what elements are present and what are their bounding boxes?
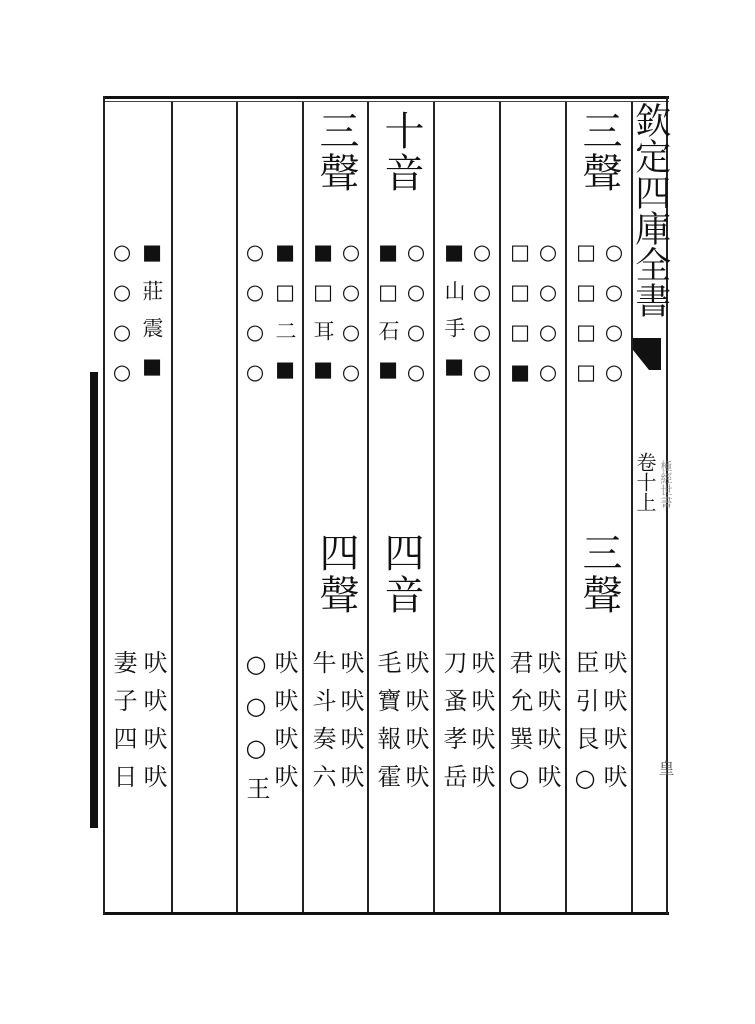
symbol-row-left: □□□■	[508, 240, 532, 400]
rhyme-row: 吠吠吠吠	[599, 650, 627, 802]
chars-row: 臣引艮○	[571, 650, 599, 806]
rhyme-row: 吠吠吠吠	[533, 650, 561, 802]
book-title: 欽定四庫全書	[629, 102, 671, 318]
text-column	[369, 102, 433, 912]
text-column-empty	[173, 102, 236, 912]
symbol-row-right: ○○○○	[536, 240, 560, 400]
symbol-row-right: ○○○○	[404, 240, 428, 400]
symbol-row-left: ■山手■	[442, 240, 466, 394]
text-column	[304, 102, 367, 912]
chars-row: 牛斗奏六	[308, 650, 336, 802]
text-column	[105, 102, 171, 912]
rhyme-row: 吠吠吠吠	[270, 650, 298, 802]
column-heading-mid: 四音	[378, 532, 424, 616]
column-heading-mid: 三聲	[576, 532, 622, 616]
column-heading-top: 三聲	[576, 110, 622, 194]
symbol-row-left: ○○○○	[243, 240, 267, 400]
text-column	[238, 102, 302, 912]
column-heading-top: 十音	[378, 110, 424, 194]
chars-row: 君允巽○	[505, 650, 533, 806]
rhyme-row: 吠吠吠吠	[467, 650, 495, 802]
symbol-row-right: ■莊震■	[140, 240, 164, 394]
text-column	[501, 102, 565, 912]
section-mark	[631, 336, 663, 372]
symbol-row-right: ○○○○	[470, 240, 494, 400]
chars-row: 妻子四日	[109, 650, 137, 802]
text-column	[567, 102, 631, 912]
chars-row: 毛寶報霍	[373, 650, 401, 802]
chars-row: ○○○王	[242, 650, 270, 814]
page-mark: 皇	[656, 760, 675, 776]
chars-row: 刀蚤孝岳	[439, 650, 467, 802]
frame-bottom-border	[103, 912, 669, 915]
symbol-row-left: ■□耳■	[311, 240, 335, 397]
rhyme-row: 吠吠吠吠	[336, 650, 364, 802]
symbol-row-right: ■□二■	[273, 240, 297, 397]
symbol-row-left: □□□□	[574, 240, 598, 400]
symbol-row-right: ○○○○	[602, 240, 626, 400]
column-heading-mid: 四聲	[313, 532, 359, 616]
frame-top-border	[103, 96, 669, 99]
rhyme-row: 吠吠吠吠	[139, 650, 167, 802]
symbol-row-right: ○○○○	[339, 240, 363, 400]
column-heading-top: 三聲	[313, 110, 359, 194]
symbol-row-left: ■□石■	[376, 240, 400, 397]
binding-bar	[90, 372, 98, 828]
text-column	[435, 102, 499, 912]
symbol-row-left: ○○○○	[110, 240, 134, 400]
rhyme-row: 吠吠吠吠	[401, 650, 429, 802]
faded-note: 極經世書	[659, 460, 673, 508]
juan-label: 卷十上	[633, 452, 657, 512]
